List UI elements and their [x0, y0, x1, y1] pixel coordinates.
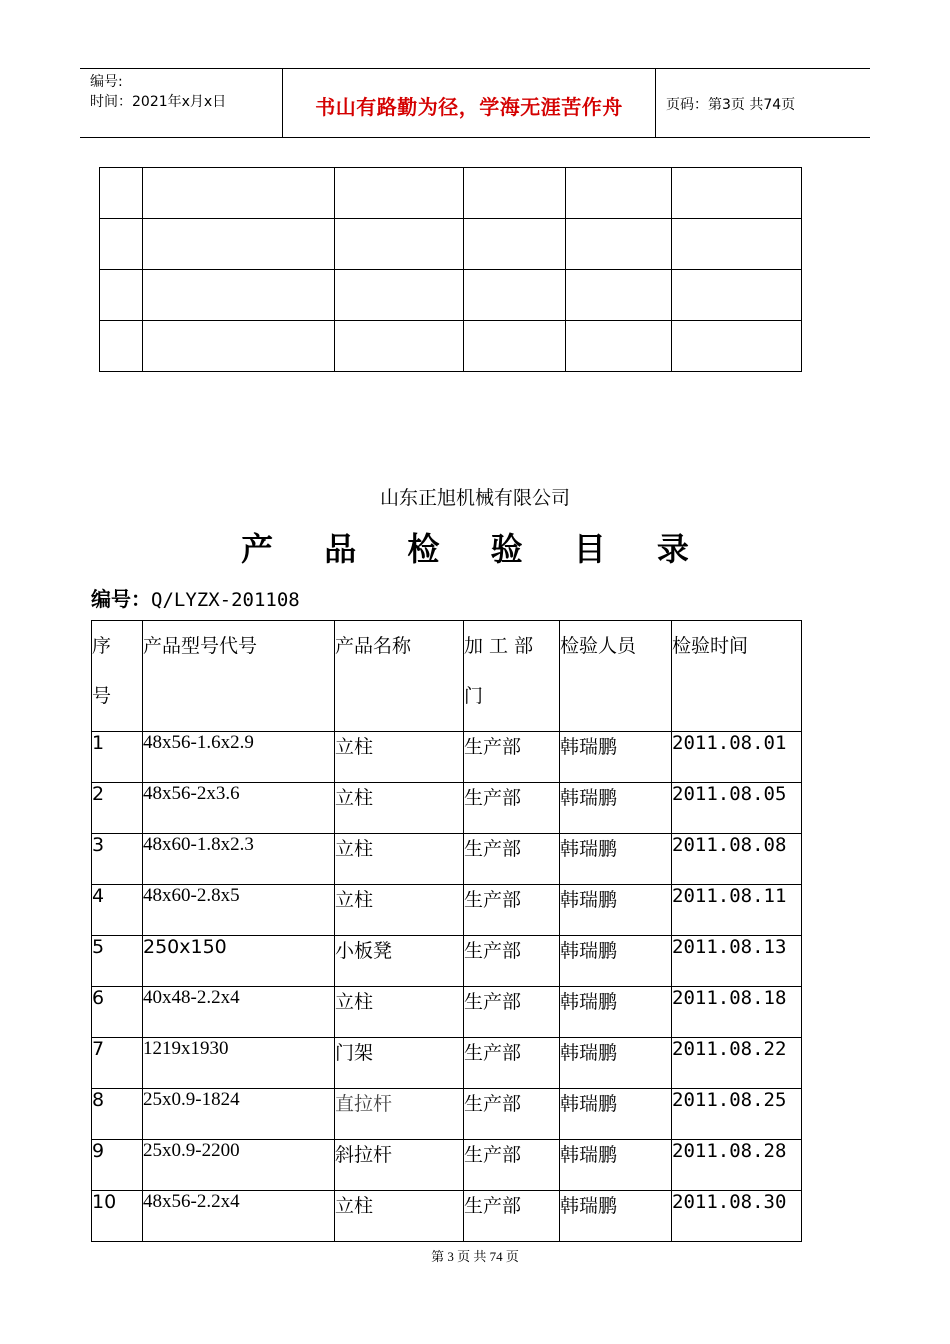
cell-model: 48x60-2.8x5	[143, 885, 335, 936]
table-row	[92, 732, 802, 783]
cell-model: 40x48-2.2x4	[143, 987, 335, 1038]
header-name	[335, 621, 464, 732]
header-model-text: 产品型号代号	[143, 635, 258, 657]
cell-time: 2011.08.18	[672, 987, 802, 1038]
header-inspector	[560, 621, 672, 732]
cell-time: 2011.08.08	[672, 834, 802, 885]
number-label: 编号:	[90, 74, 123, 90]
table-row	[92, 936, 802, 987]
header-time	[672, 621, 802, 732]
cell-no: 10	[92, 1191, 143, 1242]
header-meta	[80, 69, 282, 137]
cell-name: 立柱	[335, 834, 464, 885]
cell-inspector: 韩瑞鹏	[560, 1038, 672, 1089]
cell-dept: 生产部	[464, 1038, 560, 1089]
header-model	[143, 621, 335, 732]
cell-name: 立柱	[335, 885, 464, 936]
cell-no: 2	[92, 783, 143, 834]
cell-dept: 生产部	[464, 732, 560, 783]
cell-inspector: 韩瑞鹏	[560, 936, 672, 987]
header-seq-line1: 序	[92, 635, 112, 657]
document-number	[91, 583, 300, 612]
cell-no: 5	[92, 936, 143, 987]
cell-dept: 生产部	[464, 1140, 560, 1191]
cell-model: 25x0.9-1824	[143, 1089, 335, 1140]
cell-time: 2011.08.28	[672, 1140, 802, 1191]
cell-dept: 生产部	[464, 885, 560, 936]
cell-inspector: 韩瑞鹏	[560, 987, 672, 1038]
header-name-text: 产品名称	[335, 635, 412, 657]
cell-dept: 生产部	[464, 987, 560, 1038]
cell-no: 8	[92, 1089, 143, 1140]
motto: 书山有路勤为径，学海无涯苦作舟	[315, 95, 623, 119]
cell-inspector: 韩瑞鹏	[560, 885, 672, 936]
empty-table	[99, 167, 802, 372]
cell-model: 48x56-2.2x4	[143, 1191, 335, 1242]
table-row	[100, 321, 802, 372]
cell-no: 1	[92, 732, 143, 783]
cell-name: 斜拉杆	[335, 1140, 464, 1191]
cell-inspector: 韩瑞鹏	[560, 1191, 672, 1242]
header-dept	[464, 621, 560, 732]
cell-name: 门架	[335, 1038, 464, 1089]
table-row	[92, 1089, 802, 1140]
cell-name: 立柱	[335, 987, 464, 1038]
page-info: 页码：第3页 共74页	[666, 97, 796, 113]
cell-model: 1219x1930	[143, 1038, 335, 1089]
header-dept-line1: 加 工 部	[464, 635, 534, 657]
table-row	[92, 987, 802, 1038]
cell-inspector: 韩瑞鹏	[560, 1140, 672, 1191]
cell-inspector: 韩瑞鹏	[560, 834, 672, 885]
cell-time: 2011.08.11	[672, 885, 802, 936]
table-row	[100, 219, 802, 270]
document-title: 产 品 检 验 目 录	[241, 530, 709, 568]
cell-no: 7	[92, 1038, 143, 1089]
table-header-row	[92, 621, 802, 732]
cell-model: 25x0.9-2200	[143, 1140, 335, 1191]
inspection-table	[91, 620, 802, 1242]
cell-name: 立柱	[335, 732, 464, 783]
table-row	[92, 1038, 802, 1089]
header-seq	[92, 621, 143, 732]
header-inspector-text: 检验人员	[560, 635, 637, 657]
page-header	[80, 68, 870, 138]
table-row	[92, 1191, 802, 1242]
table-row	[92, 834, 802, 885]
cell-dept: 生产部	[464, 1089, 560, 1140]
cell-name: 立柱	[335, 1191, 464, 1242]
document-number-value: Q/LYZX-201108	[151, 589, 300, 611]
cell-no: 9	[92, 1140, 143, 1191]
cell-time: 2011.08.01	[672, 732, 802, 783]
page-footer: 第 3 页 共 74 页	[431, 1249, 519, 1264]
table-row	[92, 783, 802, 834]
table-row	[100, 168, 802, 219]
cell-time: 2011.08.25	[672, 1089, 802, 1140]
table-row	[92, 885, 802, 936]
cell-name: 立柱	[335, 783, 464, 834]
cell-model: 48x56-2x3.6	[143, 783, 335, 834]
cell-model: 48x56-1.6x2.9	[143, 732, 335, 783]
cell-no: 6	[92, 987, 143, 1038]
cell-dept: 生产部	[464, 936, 560, 987]
cell-inspector: 韩瑞鹏	[560, 1089, 672, 1140]
cell-dept: 生产部	[464, 834, 560, 885]
header-seq-line2: 号	[92, 685, 112, 707]
header-dept-line2: 门	[464, 685, 484, 707]
cell-model: 48x60-1.8x2.3	[143, 834, 335, 885]
header-time-text: 检验时间	[672, 635, 749, 657]
cell-no: 3	[92, 834, 143, 885]
header-motto-cell	[282, 69, 656, 137]
cell-name: 小板凳	[335, 936, 464, 987]
cell-model: 250x150	[143, 936, 335, 987]
document-number-label: 编号：	[91, 587, 151, 611]
company-name: 山东正旭机械有限公司	[379, 487, 570, 509]
cell-inspector: 韩瑞鹏	[560, 783, 672, 834]
cell-no: 4	[92, 885, 143, 936]
cell-time: 2011.08.13	[672, 936, 802, 987]
cell-dept: 生产部	[464, 783, 560, 834]
table-row	[92, 1140, 802, 1191]
cell-time: 2011.08.05	[672, 783, 802, 834]
cell-dept: 生产部	[464, 1191, 560, 1242]
table-row	[100, 270, 802, 321]
time-label: 时间：2021年x月x日	[90, 94, 227, 110]
cell-time: 2011.08.30	[672, 1191, 802, 1242]
cell-name: 直拉杆	[335, 1089, 464, 1140]
cell-inspector: 韩瑞鹏	[560, 732, 672, 783]
cell-time: 2011.08.22	[672, 1038, 802, 1089]
header-page-cell	[656, 69, 870, 137]
